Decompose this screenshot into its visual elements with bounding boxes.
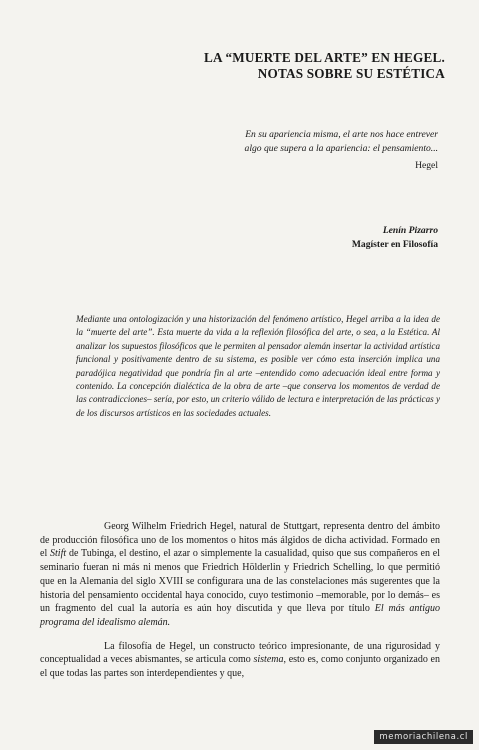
author-degree: Magíster en Filosofía — [351, 239, 438, 250]
p1-text-a: Georg Wilhelm Friedrich Hegel, natural de Stuttgart, representa dentro del ámbito de producción filosófica uno de los momentos o hitos más álgidos de dicha actividad. Formado en el — [40, 521, 440, 560]
author-block — [352, 224, 438, 252]
paragraph-1 — [40, 520, 440, 630]
p1-work-title: El más antiguo programa del idealismo alemán. — [40, 603, 440, 628]
watermark-logo: memoriachilena.cl — [374, 730, 473, 744]
p1-stift: Stift — [50, 548, 67, 560]
epigraph — [150, 128, 438, 156]
p2-text-a: La filosofía de Hegel, un constructo teórico impresionante, de una rigurosidad y conceptualidad a veces abismantes, se articula como — [40, 640, 440, 666]
paragraph-2 — [40, 640, 440, 681]
bleed-through-margin — [4, 40, 22, 49]
title-line-2: NOTAS SOBRE SU ESTÉTICA — [257, 66, 445, 81]
article-title — [150, 50, 445, 82]
epigraph-line-1: En su apariencia misma, el arte nos hace entrever — [245, 129, 438, 140]
title-line-1: LA “MUERTE DEL ARTE” EN HEGEL. — [203, 50, 445, 65]
epigraph-author: Hegel — [415, 160, 438, 171]
p2-sistema: sistema — [253, 654, 284, 666]
author-name: Lenín Pizarro — [382, 225, 438, 236]
abstract: Mediante una ontologización y una historización del fenómeno artístico, Hegel arriba a la idea de la “muerte del arte”. Esta muerte da vida a la reflexión filosófica del arte, o sea, a la Estética. Al analizar los supuestos filosóficos que le permiten al pensador alemán insertar la actividad artística funcional y positivamente dentro de su sistema, es posible ver cómo esta inserción implica una paradójica negatividad que pondría fin al arte –entendido como adecuación ideal entre forma y contenido. La concepción dialéctica de la obra de arte –que conserva los momentos de verdad de las contradicciones– sería, por esto, un criterio válido de lectura e interpretación de las prácticas y de los discursos artísticos en las sociedades actuales. — [76, 314, 440, 418]
epigraph-line-2: algo que supera a la apariencia: el pensamiento... — [244, 143, 438, 154]
p2-text-b: , esto es, como conjunto organizado en el que todas las partes son interdependientes y que, — [40, 654, 440, 680]
p1-text-b: de Tubinga, el destino, el azar o simplemente la casualidad, quiso que sus compañeros en el seminario fueran ni más ni menos que Friedrich Hölderlin y Friedrich Schelling, lo que permitió que en la Alemania del siglo XVIII se configurara una de las constelaciones más sugerentes que la historia del pensamiento occidental haya conocido, cuyo testimonio –memorable, por lo demás– es un fragmento del cual la autoría es aún hoy discutida y que lleva por título — [40, 548, 440, 615]
body-text — [40, 520, 440, 691]
